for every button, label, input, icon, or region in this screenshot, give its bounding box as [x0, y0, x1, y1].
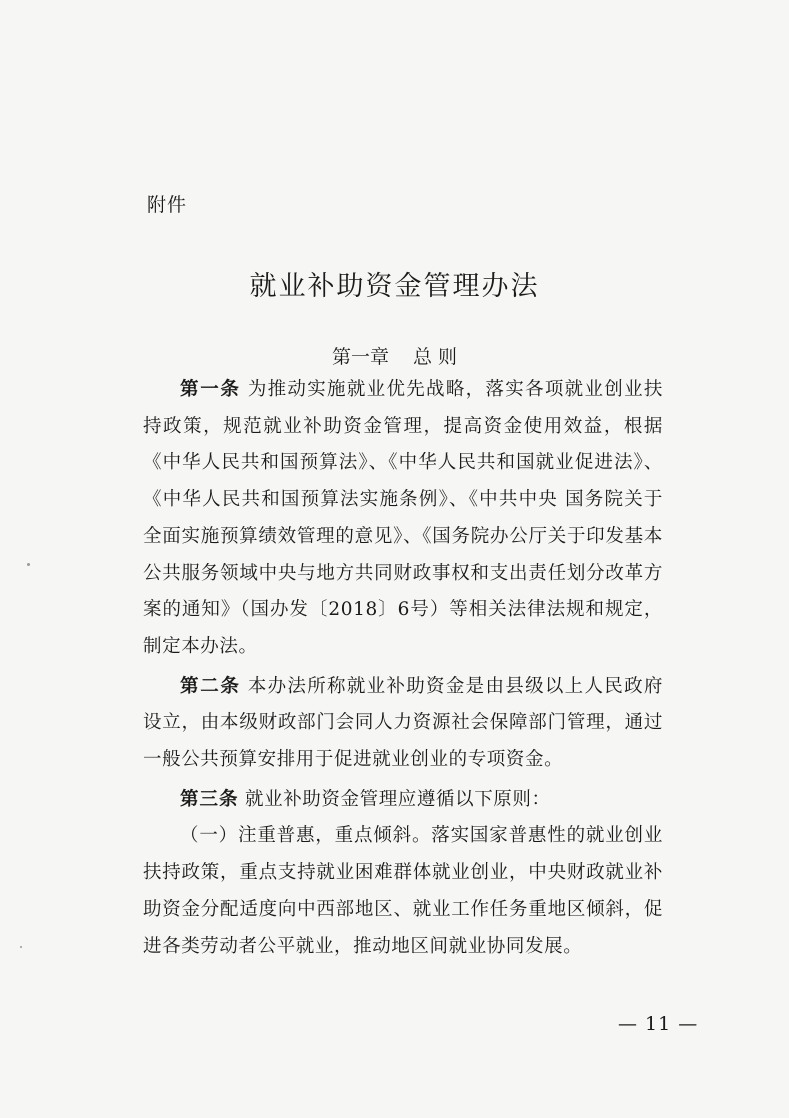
scan-speck [27, 563, 30, 566]
scan-speck [20, 946, 22, 948]
page-number: — 11 — [618, 1013, 699, 1035]
principle-1: （一）注重普惠，重点倾斜。落实国家普惠性的就业创业扶持政策，重点支持就业困难群体就业创业，中央财政就业补助资金分配适度向中西部地区、就业工作任务重地区倾斜，促进各类劳动者公平就业，推动地区间就业协同发展。 [143, 825, 663, 957]
chapter-number: 第一章 [331, 346, 389, 368]
chapter-name: 总 则 [412, 346, 458, 368]
document-title: 就业补助资金管理办法 [249, 271, 540, 302]
article-3 [143, 782, 663, 819]
document-body [143, 372, 663, 965]
article-2-lead: 第二条 [180, 675, 241, 697]
article-3-lead: 第三条 [180, 788, 239, 810]
article-1-text: 为推动实施就业优先战略，落实各项就业创业扶持政策，规范就业补助资金管理，提高资金使用效益，根据《中华人民共和国预算法》、《中华人民共和国就业促进法》、《中华人民共和国预算法实施条例》、《中共中央 国务院关于全面实施预算绩效管理的意见》、《国务院办公厅关于印发基本公共服务领域中央与地方共同财政事权和支出责任划分改革方案的通知》（国办发〔2018〕6号）等相关法律法规和规定，制定本办法。 [143, 379, 663, 657]
article-2 [143, 669, 663, 779]
chapter-heading [0, 342, 789, 369]
article-1 [143, 372, 663, 666]
article-1-lead: 第一条 [180, 379, 241, 400]
article-2-text: 本办法所称就业补助资金是由县级以上人民政府设立，由本级财政部门会同人力资源社会保障部门管理，通过一般公共预算安排用于促进就业创业的专项资金。 [143, 675, 663, 771]
annex-label: 附件 [147, 194, 188, 216]
article-3-text: 就业补助资金管理应遵循以下原则： [245, 788, 551, 810]
